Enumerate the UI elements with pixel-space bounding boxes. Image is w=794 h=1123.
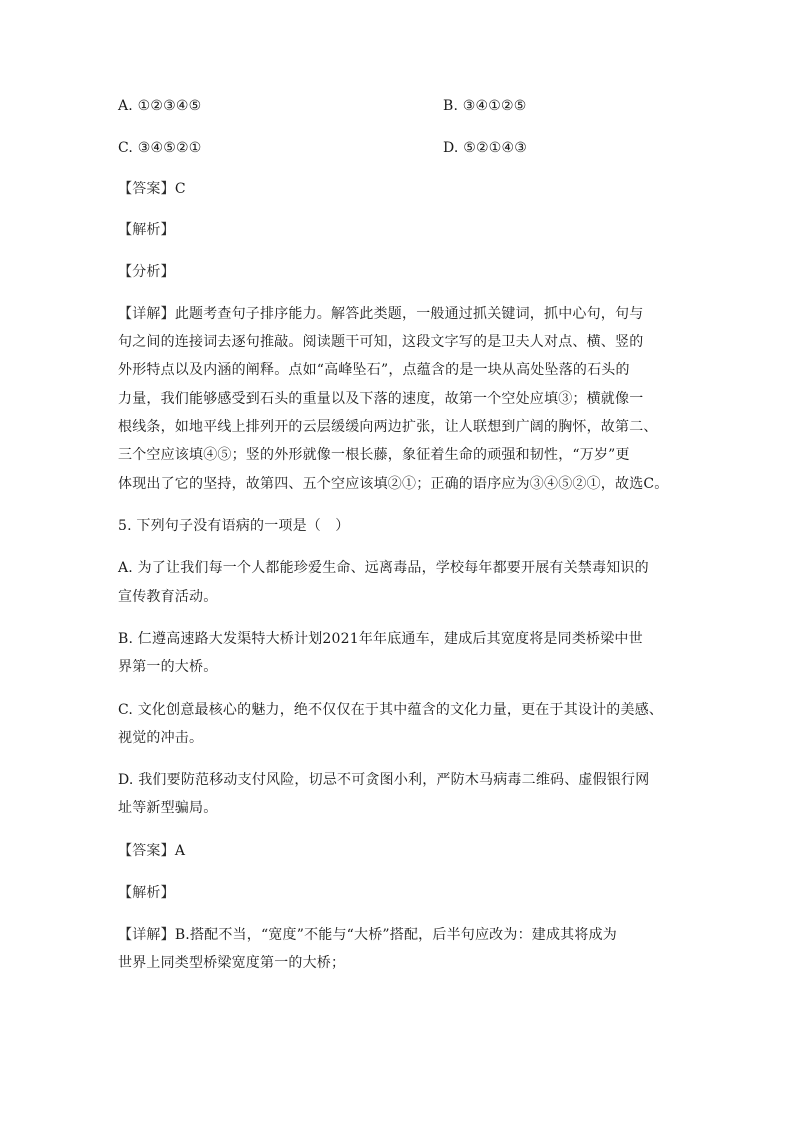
q5-option-c-line2: 视觉的冲击。 xyxy=(118,730,204,746)
detail-text: 此题考查句子排序能力。解答此类题，一般通过抓关键词，抓中心句，句与 xyxy=(174,306,644,322)
q5-detail-line xyxy=(118,925,617,945)
detail-tag: 【详解】 xyxy=(118,306,175,322)
q5-answer xyxy=(118,841,185,861)
q5-stem: 5. 下列句子没有语病的一项是（ ） xyxy=(118,518,350,534)
q4-detail-line: 三个空应该填④⑤；竖的外形就像一根长藤，象征着生命的顽强和韧性，“万岁”更 xyxy=(118,447,630,463)
q4-fenxi-tag: 【分析】 xyxy=(118,264,175,280)
q5-option-c-line1: C. 文化创意最核心的魅力，绝不仅仅在于其中蕴含的文化力量，更在于其设计的美感、 xyxy=(118,702,664,718)
q4-detail-line xyxy=(118,304,643,324)
answer-value: A xyxy=(174,843,186,859)
q4-analysis-tag: 【解析】 xyxy=(118,222,175,238)
answer-value: C xyxy=(174,181,186,197)
q5-option-d-line1: D. 我们要防范移动支付风险，切忌不可贪图小利，严防木马病毒二维码、虚假银行网 xyxy=(118,772,650,788)
q4-option-d: D. ⑤②①④③ xyxy=(443,140,527,156)
q5-option-a-line2: 宣传教育活动。 xyxy=(118,589,218,605)
q4-detail-line: 外形特点以及内涵的阐释。点如“高峰坠石”，点蕴含的是一块从高处坠落的石头的 xyxy=(118,362,630,378)
q5-detail-line: 世界上同类型桥梁宽度第一的大桥； xyxy=(118,955,346,971)
q5-option-d-line2: 址等新型骗局。 xyxy=(118,800,218,816)
q4-detail-line: 体现出了它的坚持，故第四、五个空应该填②①；正确的语序应为③④⑤②①，故选C。 xyxy=(118,476,669,492)
q5-option-a-line1: A. 为了让我们每一个人都能珍爱生命、远离毒品，学校每年都要开展有关禁毒知识的 xyxy=(118,560,649,576)
detail-text: B.搭配不当，“宽度”不能与“大桥”搭配，后半句应改为：建成其将成为 xyxy=(174,927,617,943)
answer-tag: 【答案】 xyxy=(118,843,175,859)
q4-option-b: B. ③④①②⑤ xyxy=(443,98,527,114)
q4-option-c: C. ③④⑤②① xyxy=(118,140,202,156)
detail-tag: 【详解】 xyxy=(118,927,175,943)
q4-detail-line: 根线条，如地平线上排列开的云层缓缓向两边扩张，让人联想到广阔的胸怀，故第二、 xyxy=(118,419,658,435)
answer-tag: 【答案】 xyxy=(118,181,175,197)
q4-answer xyxy=(118,179,186,199)
q5-option-b-line1: B. 仁遵高速路大发渠特大桥计划2021年年底通车，建成后其宽度将是同类桥梁中世 xyxy=(118,631,643,647)
q5-analysis-tag: 【解析】 xyxy=(118,885,175,901)
q4-detail-line: 力量，我们能够感受到石头的重量以及下落的速度，故第一个空处应填③；横就像一 xyxy=(118,391,644,407)
q4-detail-line: 句之间的连接词去逐句推敲。阅读题干可知，这段文字写的是卫夫人对点、横、竖的 xyxy=(118,334,644,350)
q5-option-b-line2: 界第一的大桥。 xyxy=(118,659,218,675)
q4-option-a: A. ①②③④⑤ xyxy=(118,98,202,114)
